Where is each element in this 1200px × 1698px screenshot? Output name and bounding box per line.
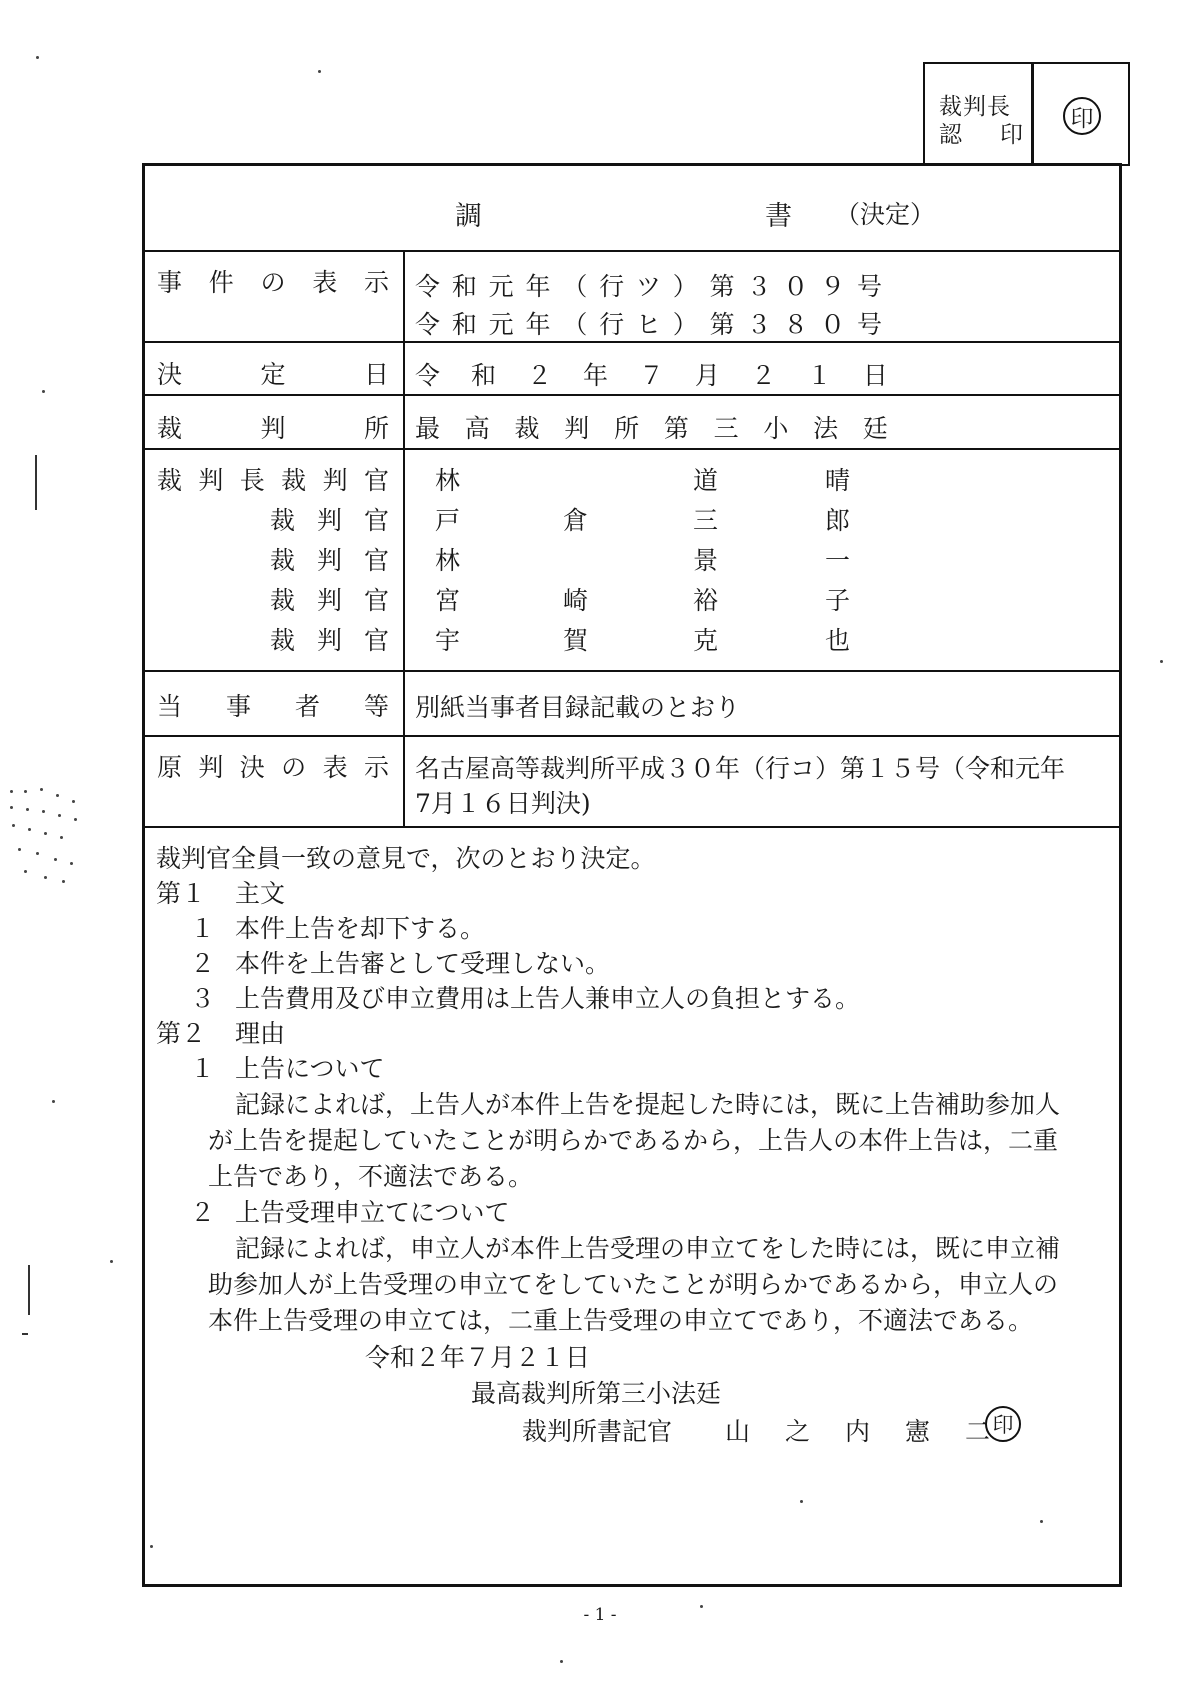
- scan-speck: [1040, 1520, 1043, 1523]
- decision-date-footer: 令和２年７月２１日: [365, 1343, 591, 1372]
- scan-mark: [28, 1265, 30, 1315]
- date-label-char: 決: [157, 360, 183, 389]
- case-char: 行: [599, 310, 625, 339]
- court-char: 小: [763, 414, 789, 443]
- scan-speck: [42, 390, 45, 393]
- judge-label-char: 裁: [269, 506, 295, 535]
- clerk-name-char: 内: [844, 1417, 870, 1446]
- column-divider: [403, 250, 405, 826]
- judge-label-char: 裁: [269, 586, 295, 615]
- scan-speck: [36, 56, 39, 59]
- reason2-paragraph-line: 本件上告受理の申立ては，二重上告受理の申立てであり，不適法である。: [208, 1306, 1034, 1335]
- main-item3: 上告費用及び申立費用は上告人兼申立人の負担とする。: [235, 984, 861, 1013]
- reason1-paragraph-line: 記録によれば，上告人が本件上告を提起した時には，既に上告補助参加人: [235, 1090, 1061, 1119]
- clerk-name-char: 山: [725, 1417, 751, 1446]
- case-char: ヒ: [635, 310, 661, 339]
- court-char: 廷: [862, 414, 888, 443]
- reason1-title: 上告について: [235, 1054, 385, 1083]
- case-label-char: 事: [157, 268, 183, 297]
- date-char: ２: [750, 361, 776, 390]
- case-char: ０: [820, 310, 846, 339]
- original-label-char: 原: [157, 753, 183, 782]
- judge-name-char: 倉: [563, 506, 589, 535]
- court-char: 第: [663, 414, 689, 443]
- section1-number: 第１: [156, 879, 207, 908]
- case-char: ８: [783, 310, 809, 339]
- scan-mark: [22, 1333, 28, 1335]
- judge-label-char: 裁: [269, 626, 295, 655]
- parties-label-char: 等: [363, 692, 389, 721]
- case-char: 第: [709, 272, 735, 301]
- title-char: 書: [765, 201, 792, 232]
- scan-speck: [110, 1260, 113, 1263]
- scan-speck: [58, 814, 61, 817]
- case-char: ３: [746, 272, 772, 301]
- scan-speck: [44, 832, 47, 835]
- case-label-char: 示: [363, 268, 389, 297]
- page-number: - 1 -: [583, 1605, 617, 1625]
- date-char: ２: [526, 361, 552, 390]
- case-char: 令: [415, 310, 441, 339]
- case-char: 号: [856, 272, 882, 301]
- date-char: 年: [582, 361, 608, 390]
- reason1-number: １: [190, 1054, 216, 1083]
- scan-speck: [10, 790, 13, 793]
- judge-label-char: 判: [316, 586, 342, 615]
- court-label-char: 判: [260, 414, 286, 443]
- date-label-char: 定: [260, 360, 286, 389]
- judge-row: [145, 621, 1119, 658]
- main-item3-number: ３: [190, 984, 216, 1013]
- section2-number: 第２: [156, 1019, 207, 1048]
- court-label-char: 裁: [157, 414, 183, 443]
- row-divider: [145, 826, 1119, 828]
- approval-label-char: 認: [939, 122, 962, 148]
- reason2-number: ２: [190, 1198, 216, 1227]
- original-label-char: 決: [239, 753, 265, 782]
- judge-label-char: 官: [363, 546, 389, 575]
- decision-date-label: [157, 355, 389, 391]
- court-char: 三: [713, 414, 739, 443]
- clerk-name-char: 之: [784, 1417, 810, 1446]
- court-char: 裁: [514, 414, 540, 443]
- clerk-name-char: 憲: [904, 1417, 930, 1446]
- case-char: 年: [525, 310, 551, 339]
- scan-speck: [56, 794, 59, 797]
- case-char: ０: [783, 272, 809, 301]
- parties-value: 別紙当事者目録記載のとおり: [415, 693, 741, 722]
- judge-name-char: 戸: [435, 506, 461, 535]
- case-char: 第: [709, 310, 735, 339]
- case-char: （: [562, 310, 588, 339]
- court-char: 判: [564, 414, 590, 443]
- judge-name-char: 景: [693, 546, 719, 575]
- row-divider: [145, 250, 1119, 252]
- original-judgment-line2: 7月１６日判決): [415, 789, 591, 818]
- case-char: ３: [746, 310, 772, 339]
- date-char: 和: [470, 361, 496, 390]
- case-number-2: [415, 305, 882, 341]
- judge-row: [145, 541, 1119, 578]
- approval-label-line1: 裁判長: [939, 94, 1011, 120]
- date-label-char: 日: [363, 360, 389, 389]
- original-judgment-label: [157, 748, 389, 784]
- judge-label: [157, 581, 389, 617]
- judge-name-char: 林: [435, 466, 461, 495]
- main-item2: 本件を上告審として受理しない。: [235, 949, 611, 978]
- case-char: 元: [488, 310, 514, 339]
- row-divider: [145, 735, 1119, 737]
- approval-label-char: 印: [1000, 122, 1023, 148]
- case-number-1: [415, 267, 882, 303]
- case-char: 元: [488, 272, 514, 301]
- judge-label-char: 官: [363, 506, 389, 535]
- court-label-char: 所: [363, 414, 389, 443]
- scan-speck: [40, 788, 43, 791]
- court-value: [415, 409, 888, 445]
- case-char: 和: [451, 272, 477, 301]
- scan-speck: [74, 818, 77, 821]
- case-char: 号: [856, 310, 882, 339]
- judge-label-char: 長: [239, 466, 265, 495]
- presiding-judge-seal: 印: [1063, 97, 1101, 135]
- court-char: 最: [415, 414, 441, 443]
- date-char: 令: [415, 361, 441, 390]
- scan-speck: [54, 858, 57, 861]
- judge-label-char: 判: [316, 506, 342, 535]
- judge-label: [157, 541, 389, 577]
- judge-name-char: 子: [825, 586, 851, 615]
- date-char: 月: [694, 361, 720, 390]
- scan-speck: [24, 790, 27, 793]
- reason1-paragraph-line: が上告を提起していたことが明らかであるから，上告人の本件上告は，二重: [208, 1126, 1059, 1155]
- judge-label: [157, 501, 389, 537]
- row-divider: [145, 670, 1119, 672]
- stamp-divider: [1031, 64, 1034, 164]
- main-item1: 本件上告を却下する。: [235, 914, 486, 943]
- judge-name-char: 宮: [435, 586, 461, 615]
- judge-name-char: 宇: [435, 626, 461, 655]
- decision-date-value: [415, 356, 888, 392]
- scan-speck: [36, 852, 39, 855]
- case-label: [157, 263, 389, 299]
- clerk-name-char: 二: [964, 1417, 990, 1446]
- main-item2-number: ２: [190, 949, 216, 978]
- original-label-char: 表: [322, 753, 348, 782]
- judge-label-char: 官: [363, 586, 389, 615]
- parties-label-char: 当: [157, 692, 183, 721]
- judge-label-char: 官: [363, 626, 389, 655]
- clerk-seal: 印: [985, 1406, 1021, 1442]
- case-char: ９: [820, 272, 846, 301]
- judge-name-char: 裕: [693, 586, 719, 615]
- scan-speck: [72, 800, 75, 803]
- reason1-paragraph-line: 上告であり，不適法である。: [208, 1162, 534, 1191]
- original-label-char: の: [281, 753, 307, 782]
- reason2-title: 上告受理申立てについて: [235, 1198, 510, 1227]
- scan-speck: [44, 876, 47, 879]
- judge-name-char: 郎: [825, 506, 851, 535]
- judge-label: [157, 621, 389, 657]
- original-label-char: 判: [198, 753, 224, 782]
- case-char: ツ: [635, 272, 661, 301]
- court-char: 法: [813, 414, 839, 443]
- judge-row: [145, 581, 1119, 618]
- judge-name-char: 崎: [563, 586, 589, 615]
- judge-label-char: 官: [363, 466, 389, 495]
- case-char: ）: [672, 272, 698, 301]
- section2-title: 理由: [235, 1019, 286, 1048]
- parties-label-char: 者: [294, 692, 320, 721]
- row-divider: [145, 341, 1119, 343]
- court-label: [157, 409, 389, 445]
- scan-speck: [26, 808, 29, 811]
- approval-label-line2: [939, 116, 1023, 149]
- judge-label-char: 判: [198, 466, 224, 495]
- case-char: 行: [599, 272, 625, 301]
- judge-name-char: 一: [825, 546, 851, 575]
- date-char: 日: [862, 361, 888, 390]
- case-char: 年: [525, 272, 551, 301]
- scan-speck: [150, 1545, 153, 1548]
- case-label-char: 表: [312, 268, 338, 297]
- case-label-char: の: [260, 268, 286, 297]
- parties-label: [157, 687, 389, 723]
- case-char: 和: [451, 310, 477, 339]
- judge-label-char: 判: [316, 626, 342, 655]
- judge-label-char: 判: [322, 466, 348, 495]
- judge-name-char: 也: [825, 626, 851, 655]
- judge-name-char: 賀: [563, 626, 589, 655]
- judge-label-char: 裁: [269, 546, 295, 575]
- scan-speck: [52, 1100, 55, 1103]
- clerk-name: [725, 1412, 990, 1448]
- case-label-char: 件: [208, 268, 234, 297]
- judge-row: [145, 501, 1119, 538]
- date-char: １: [806, 361, 832, 390]
- clerk-title: 裁判所書記官: [522, 1417, 673, 1446]
- main-item1-number: １: [190, 914, 216, 943]
- title-type: （決定）: [835, 200, 936, 229]
- row-divider: [145, 394, 1119, 396]
- record-form: [142, 163, 1122, 1587]
- judge-label-char: 裁: [157, 466, 183, 495]
- court-char: 高: [464, 414, 490, 443]
- parties-label-char: 事: [225, 692, 251, 721]
- case-char: ）: [672, 310, 698, 339]
- scan-speck: [318, 70, 321, 73]
- title-char: 調: [455, 201, 482, 232]
- judge-label-char: 裁: [281, 466, 307, 495]
- approval-stamp-box: [923, 62, 1130, 166]
- scan-speck: [42, 810, 45, 813]
- scan-speck: [700, 1605, 703, 1608]
- judge-name-char: 晴: [825, 466, 851, 495]
- judge-row: [145, 461, 1119, 498]
- scan-speck: [62, 880, 65, 883]
- judge-name-char: 道: [693, 466, 719, 495]
- date-char: ７: [638, 361, 664, 390]
- scan-mark: [35, 455, 37, 510]
- reason2-paragraph-line: 記録によれば，申立人が本件上告受理の申立てをした時には，既に申立補: [235, 1234, 1061, 1263]
- scan-speck: [18, 848, 21, 851]
- section1-title: 主文: [235, 879, 286, 908]
- scan-speck: [560, 1660, 563, 1663]
- original-judgment-line1: 名古屋高等裁判所平成３０年（行コ）第１５号（令和元年: [415, 754, 1066, 783]
- original-label-char: 示: [363, 753, 389, 782]
- scan-speck: [24, 870, 27, 873]
- scan-speck: [10, 806, 13, 809]
- judge-name-char: 三: [693, 506, 719, 535]
- scan-speck: [1160, 660, 1163, 663]
- judge-label-char: 判: [316, 546, 342, 575]
- reason2-paragraph-line: 助参加人が上告受理の申立てをしていたことが明らかであるから，申立人の: [208, 1270, 1059, 1299]
- presiding-judge-label: [157, 461, 389, 497]
- decision-intro: 裁判官全員一致の意見で，次のとおり決定。: [156, 844, 656, 873]
- judge-name-char: 林: [435, 546, 461, 575]
- scan-speck: [28, 828, 31, 831]
- case-char: （: [562, 272, 588, 301]
- row-divider: [145, 448, 1119, 450]
- court-char: 所: [614, 414, 640, 443]
- court-footer: 最高裁判所第三小法廷: [471, 1379, 722, 1408]
- judge-name-char: 克: [693, 626, 719, 655]
- scan-speck: [12, 824, 15, 827]
- scan-speck: [800, 1500, 803, 1503]
- scan-speck: [70, 862, 73, 865]
- scan-speck: [60, 836, 63, 839]
- case-char: 令: [415, 272, 441, 301]
